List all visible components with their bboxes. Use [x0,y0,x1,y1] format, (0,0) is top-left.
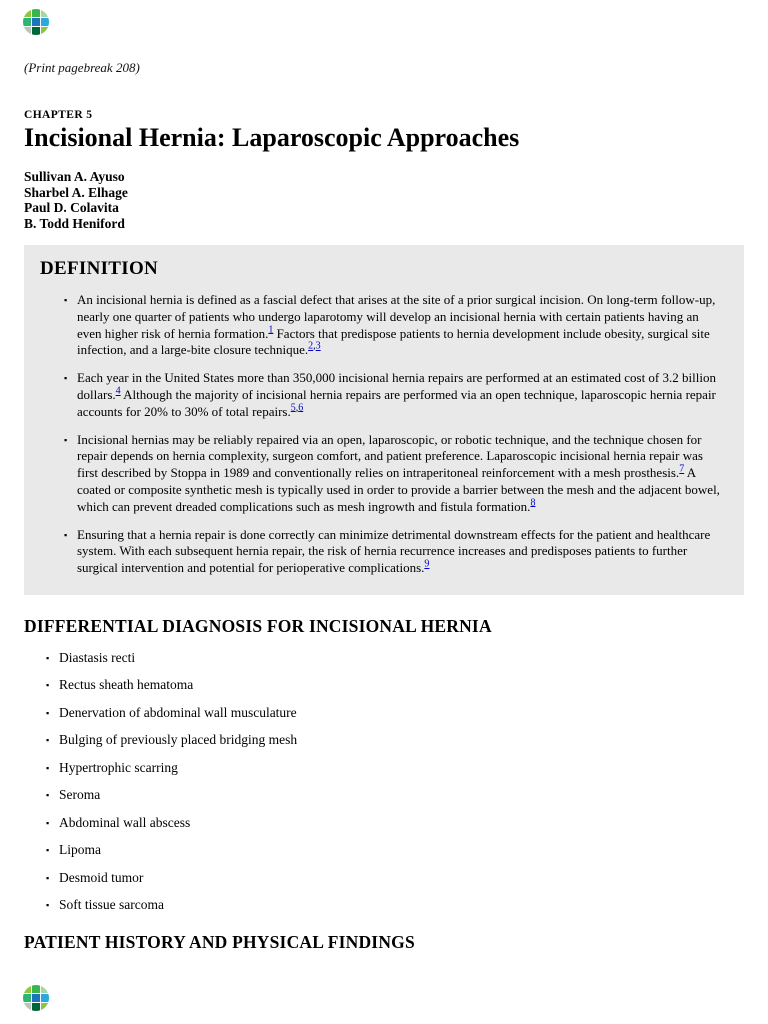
differential-item [46,760,744,776]
differential-item-label: Rectus sheath hematoma [59,677,194,693]
chapter-title: Incisional Hernia: Laparoscopic Approaches [24,123,520,152]
definition-bullet [64,527,724,577]
print-pagebreak-note: (Print pagebreak 208) [24,60,140,75]
reference-link[interactable]: 3 [315,341,321,353]
body-text: Incisional hernias may be reliably repaired via an open, laparoscopic, or robotic technique, and the technique chosen for repair depends on hernia complexity, surgeon comfort, and patient preference. Laparoscopic incisional hernia repair was first described by Stoppa in 1989 and conventionally relies on intraperitoneal reinforcement with a mesh prosthesis. [77,431,703,481]
differential-item-label: Seroma [59,787,101,803]
differential-item-label: Desmoid tumor [59,869,144,885]
definition-bullet-text [77,432,724,516]
reference-superscript [316,341,321,352]
differential-item [46,705,744,721]
reference-link[interactable]: 2 [308,341,314,353]
author: Sullivan A. Ayuso [24,169,125,184]
bullet-marker: ▪ [64,295,68,305]
reference-link[interactable]: 8 [530,497,536,509]
body-text: Factors that predispose patients to hernia development include obesity, surgical site infection, and a large-bite closure technique. [77,325,710,358]
definition-bullet-text [77,292,724,359]
bullet-marker: ▪ [46,735,50,746]
bullet-marker: ▪ [46,817,50,828]
differential-item-label: Soft tissue sarcoma [59,897,164,913]
bullet-marker: ▪ [64,529,68,540]
reference-link[interactable]: 4 [115,385,121,397]
definition-bullet-text [77,527,724,577]
differential-list [24,650,744,914]
differential-item-label: Bulging of previously placed bridging mesh [59,732,298,748]
patient-history-heading: PATIENT HISTORY AND PHYSICAL FINDINGS [24,932,415,953]
definition-bullet-list [38,292,728,577]
differential-item [46,650,744,666]
definition-heading: DEFINITION [40,258,159,279]
definition-bullet [64,432,724,516]
reference-link[interactable]: 1 [268,324,274,336]
definition-bullet [64,370,724,420]
reference-superscript [424,559,429,570]
differential-item [46,842,744,858]
differential-item [46,787,744,803]
body-text: Ensuring that a hernia repair is done correctly can minimize detrimental downstream effects for the patient and healthcare system. With each subsequent hernia repair, the risk of hernia recurrence increases and predisposes patients to further surgical intervention and potential for perioperative complications. [77,526,711,576]
differential-item [46,897,744,913]
bullet-marker: ▪ [46,707,50,718]
reference-superscript [530,497,535,508]
bullet-marker: ▪ [46,680,50,691]
reference-link[interactable]: 9 [424,558,430,570]
bullet-marker: ▪ [46,900,50,911]
differential-item [46,677,744,693]
bullet-marker: ▪ [46,790,50,801]
body-text: Although the majority of incisional hernia repairs are performed via an open technique, laparoscopic hernia repair accounts for 20% to 30% of total repairs. [77,386,716,419]
author: Paul D. Colavita [24,200,119,215]
differential-item-label: Hypertrophic scarring [59,759,178,775]
reference-separator: , [313,341,316,353]
differential-heading: DIFFERENTIAL DIAGNOSIS FOR INCISIONAL HERNIA [24,615,492,636]
publisher-logo-icon [22,984,50,1012]
differential-item-label: Diastasis recti [59,649,136,665]
reference-superscript [295,402,304,414]
author: B. Todd Heniford [24,215,125,231]
publisher-logo-icon [22,8,50,36]
differential-item-label: Lipoma [59,842,101,858]
bullet-marker: ▪ [46,652,50,663]
bullet-marker: ▪ [64,434,68,445]
definition-box [24,245,744,595]
differential-item-label: Denervation of abdominal wall musculature [59,704,297,720]
reference-separator: , [295,402,299,414]
reference-link[interactable]: 6 [298,402,304,414]
definition-bullet [64,292,724,359]
bullet-marker: ▪ [46,762,50,773]
bullet-marker: ▪ [46,872,50,883]
bullet-marker: ▪ [46,845,50,856]
definition-bullet-text [77,370,724,420]
reference-link[interactable]: 7 [679,463,685,475]
differential-item [46,732,744,748]
bullet-marker: ▪ [64,373,68,384]
chapter-label: CHAPTER 5 [24,109,93,121]
body-text: An incisional hernia is defined as a fascial defect that arises at the site of a prior surgical incision. On long-term follow-up, nearly one quarter of patients who undergo laparotomy will develop an incisional hernia with certain patients having an even higher risk of hernia formation. [77,292,716,341]
author: Sharbel A. Elhage [24,184,128,200]
differential-item [46,870,744,886]
reference-link[interactable]: 5 [290,402,296,414]
body-text: Each year in the United States more than 350,000 incisional hernia repairs are performed at an estimated cost of 3.2 billion dollars. [77,370,716,402]
differential-item [46,815,744,831]
body-text: A coated or composite synthetic mesh is typically used in order to provide a barrier between the mesh and the adjacent bowel, which can prevent dreaded complications such as mesh ingrowth and fistula formation. [77,465,720,514]
author-list [24,169,744,231]
differential-item-label: Abdominal wall abscess [59,814,191,830]
